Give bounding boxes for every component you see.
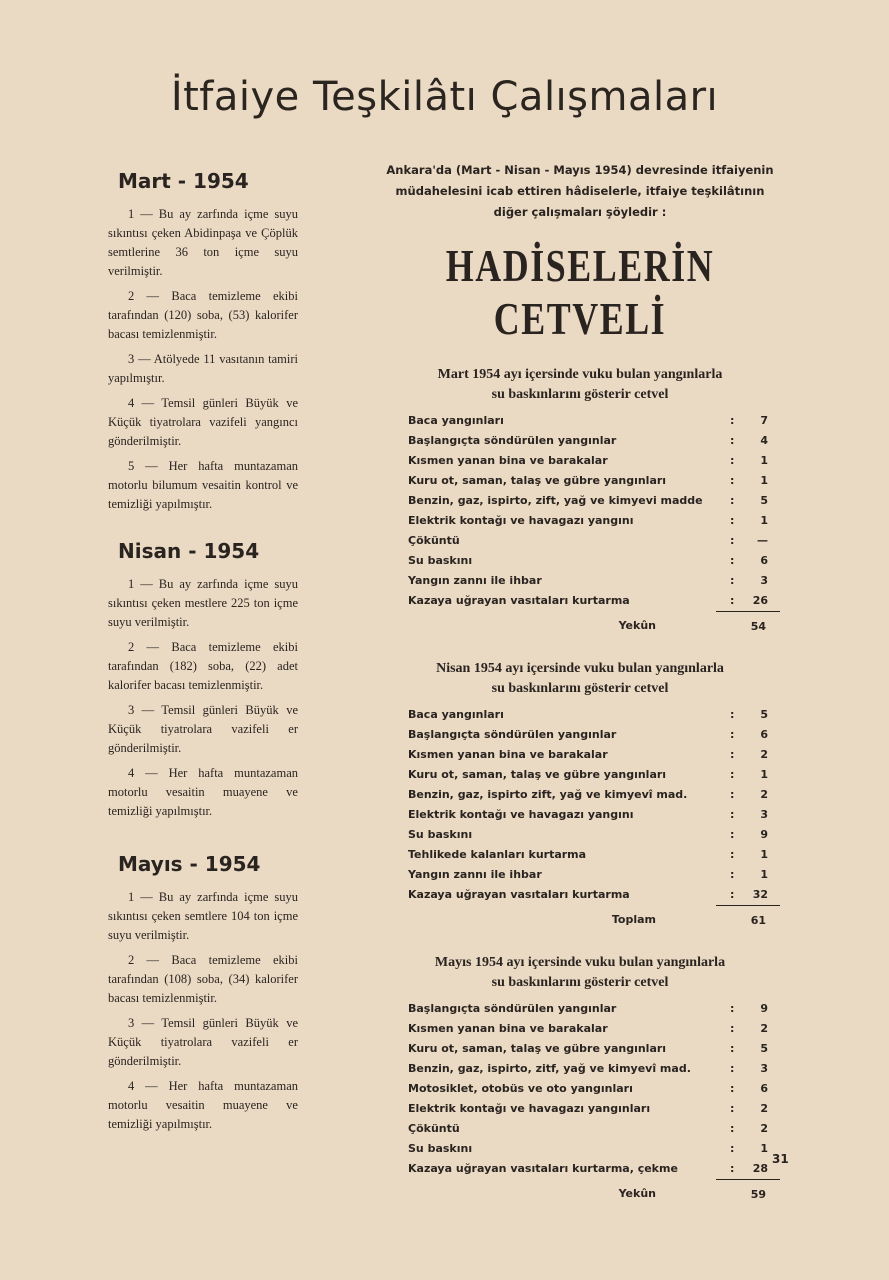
month-heading: Nisan - 1954	[118, 539, 260, 563]
activity-item: 3 — Temsil günleri Büyük ve Küçük tiyatrolara vazifeli er gönderilmiştir.	[108, 703, 298, 755]
table-row: Motosiklet, otobüs ve oto yangınları : 6	[408, 1082, 768, 1095]
page-title: İtfaiye Teşkilâtı Çalışmaları	[170, 74, 719, 120]
month-heading: Mayıs - 1954	[118, 852, 261, 876]
right-column	[380, 160, 780, 1205]
table-row: Su baskını : 1	[408, 1142, 768, 1155]
table-row: Kısmen yanan bina ve barakalar : 2	[408, 748, 768, 761]
table-row: Çöküntü : —	[408, 534, 768, 547]
table-row: Başlangıçta söndürülen yangınlar : 4	[408, 434, 768, 447]
table-row: Başlangıçta söndürülen yangınlar : 9	[408, 1002, 768, 1015]
table-total: Toplam 61	[380, 905, 780, 931]
activity-item: 2 — Baca temizleme ekibi tarafından (108) soba, (34) kalorifer bacası temizlenmiştir.	[108, 953, 298, 1005]
incident-table	[380, 365, 780, 637]
activity-item: 4 — Her hafta muntazaman motorlu vesaitin muayene ve temizliği yapılmıştır.	[108, 1079, 298, 1131]
activity-item: 1 — Bu ay zarfında içme suyu sıkıntısı çeken semtlere 104 ton içme suyu verilmiştir.	[108, 890, 298, 942]
month-heading: Mart - 1954	[118, 169, 249, 193]
table-row: Su baskını : 6	[408, 554, 768, 567]
activity-item: 4 — Her hafta muntazaman motorlu vesaitin muayene ve temizliği yapılmıştır.	[108, 766, 298, 818]
activity-item: 1 — Bu ay zarfında içme suyu sıkıntısı çeken mestlere 225 ton içme suyu verilmiştir.	[108, 577, 298, 629]
activity-item: 2 — Baca temizleme ekibi tarafından (182) soba, (22) adet kalorifer bacası temizlenmiştir.	[108, 640, 298, 692]
table-total: Yekûn 54	[380, 611, 780, 637]
activity-item: 3 — Temsil günleri Büyük ve Küçük tiyatrolara vazifeli er gönderilmiştir.	[108, 1016, 298, 1068]
table-row: Benzin, gaz, ispirto, zift, yağ ve kimyevi madde : 5	[408, 494, 768, 507]
activity-item: 4 — Temsil günleri Büyük ve Küçük tiyatrolara vazifeli yangıncı gönderilmiştir.	[108, 396, 298, 448]
activity-item: 5 — Her hafta muntazaman motorlu bilumum vesaitin kontrol ve temizliği yapılmıştır.	[108, 459, 298, 511]
activity-item: 2 — Baca temizleme ekibi tarafından (120) soba, (53) kalorifer bacası temizlenmiştir.	[108, 289, 298, 341]
table-row: Benzin, gaz, ispirto zift, yağ ve kimyevî mad. : 2	[408, 788, 768, 801]
month-section	[108, 539, 298, 827]
month-section	[108, 169, 298, 520]
table-row: Benzin, gaz, ispirto, zitf, yağ ve kimyevî mad. : 3	[408, 1062, 768, 1075]
big-title: HADİSELERİN CETVELİ	[445, 240, 715, 344]
table-row: Baca yangınları : 7	[408, 414, 768, 427]
table-row: Kısmen yanan bina ve barakalar : 1	[408, 454, 768, 467]
table-row: Yangın zannı ile ihbar : 3	[408, 574, 768, 587]
intro-text: Ankara'da (Mart - Nisan - Mayıs 1954) devresinde itfaiyenin müdahelesini icab ettiren hâdiselerle, itfaiye teşkilâtının diğer çalışmaları şöyledir :	[386, 163, 774, 219]
table-row: Elektrik kontağı ve havagazı yangını : 1	[408, 514, 768, 527]
table-row: Tehlikede kalanları kurtarma : 1	[408, 848, 768, 861]
table-row: Başlangıçta söndürülen yangınlar : 6	[408, 728, 768, 741]
table-row: Kısmen yanan bina ve barakalar : 2	[408, 1022, 768, 1035]
table-row: Kazaya uğrayan vasıtaları kurtarma, çekme : 28	[408, 1162, 768, 1175]
table-row: Kazaya uğrayan vasıtaları kurtarma : 32	[408, 888, 768, 901]
table-row: Su baskını : 9	[408, 828, 768, 841]
table-row: Kuru ot, saman, talaş ve gübre yangınları : 1	[408, 474, 768, 487]
table-row: Kuru ot, saman, talaş ve gübre yangınları : 1	[408, 768, 768, 781]
table-title: Mart 1954 ayı içersinde vuku bulan yangınlarla su baskınlarını gösterir cetvel	[437, 367, 723, 402]
incident-table	[380, 659, 780, 931]
activity-item: 3 — Atölyede 11 vasıtanın tamiri yapılmıştır.	[108, 352, 298, 385]
table-total: Yekûn 59	[380, 1179, 780, 1205]
month-section	[108, 852, 298, 1140]
table-row: Elektrik kontağı ve havagazı yangınları : 2	[408, 1102, 768, 1115]
table-row: Yangın zannı ile ihbar : 1	[408, 868, 768, 881]
activity-item: 1 — Bu ay zarfında içme suyu sıkıntısı çeken Abidinpaşa ve Çöplük semtlerine 36 ton içme suyu verilmiştir.	[108, 207, 298, 278]
table-row: Kuru ot, saman, talaş ve gübre yangınları : 5	[408, 1042, 768, 1055]
table-row: Baca yangınları : 5	[408, 708, 768, 721]
table-row: Kazaya uğrayan vasıtaları kurtarma : 26	[408, 594, 768, 607]
table-row: Elektrik kontağı ve havagazı yangını : 3	[408, 808, 768, 821]
table-title: Mayıs 1954 ayı içersinde vuku bulan yangınlarla su baskınlarını gösterir cetvel	[434, 955, 726, 990]
page-number: 31	[772, 1152, 789, 1166]
incident-table	[380, 953, 780, 1205]
table-title: Nisan 1954 ayı içersinde vuku bulan yangınlarla su baskınlarını gösterir cetvel	[436, 661, 724, 696]
table-row: Çöküntü : 2	[408, 1122, 768, 1135]
